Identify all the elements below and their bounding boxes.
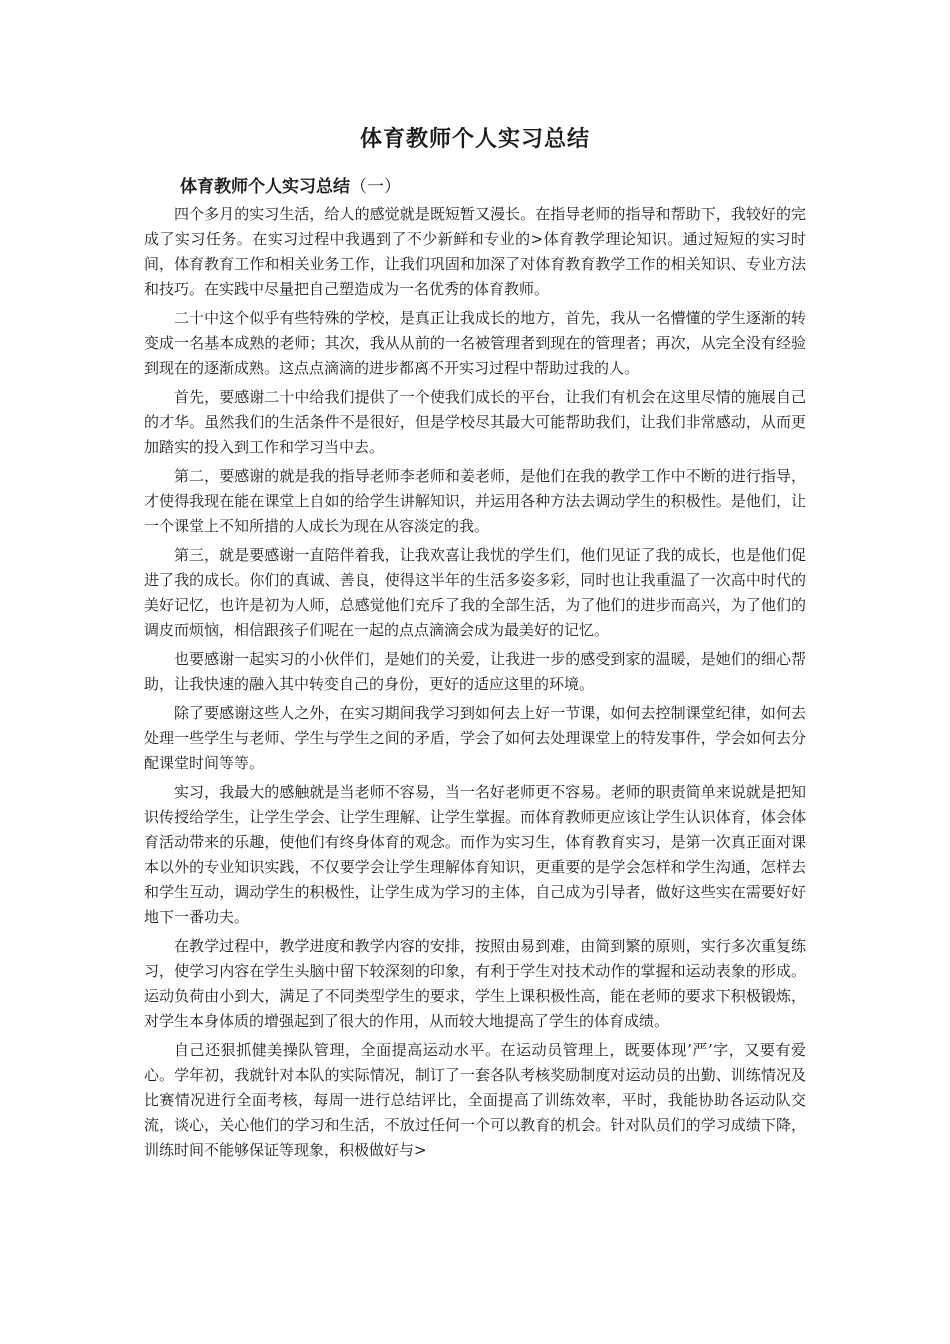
paragraph-2: 二十中这个似乎有些特殊的学校，是真正让我成长的地方，首先，我从一名懵懂的学生逐渐的转变成一名基本成熟的老师；其次，我从从前的一名被管理者到现在的管理者；再次，从完全没有经验到现在的逐渐成熟。这点点滴滴的进步都离不开实习过程中帮助过我的人。 — [144, 309, 806, 377]
paragraph-8: 实习，我最大的感触就是当老师不容易，当一名好老师更不容易。老师的职责简单来说就是把知识传授给学生，让学生学会、让学生理解、让学生掌握。而体育教师更应该让学生认识体育，体会体育活动带来的乐趣，使他们有终身体育的观念。而作为实习生，体育教育实习，是第一次真正面对课本以外的专业知识实践，不仅要学会让学生理解体育知识，更重要的是学会怎样和学生沟通，怎样去和学生互动，调动学生的积极性，让学生成为学习的主体，自己成为引导者，做好这些实在需要好好地下一番功夫。 — [144, 783, 806, 926]
paragraph-6: 也要感谢一起实习的小伙伴们，是她们的关爱，让我进一步的感受到家的温暖，是她们的细心帮助，让我快速的融入其中转变自己的身份，更好的适应这里的环境。 — [144, 650, 806, 693]
paragraph-1: 四个多月的实习生活，给人的感觉就是既短暂又漫长。在指导老师的指导和帮助下，我较好的完成了实习任务。在实习过程中我遇到了不少新鲜和专业的>体育教学理论知识。通过短短的实习时间，体育教育工作和相关业务工作，让我们巩固和加深了对体育教育教学工作的相关知识、专业方法和技巧。在实践中尽量把自己塑造成为一名优秀的体育教师。 — [144, 205, 806, 298]
page-title: 体育教师个人实习总结 — [359, 127, 590, 152]
paragraph-9: 在教学过程中，教学进度和教学内容的安排，按照由易到难，由简到繁的原则，实行多次重复练习，使学习内容在学生头脑中留下较深刻的印象，有利于学生对技术动作的掌握和运动表象的形成。运动负荷由小到大，满足了不同类型学生的要求，学生上课积极性高，能在老师的要求下积极锻炼，对学生本身体质的增强起到了很大的作用，从而较大地提高了学生的体育成绩。 — [144, 937, 806, 1030]
section-heading — [180, 174, 806, 200]
paragraph-4: 第二，要感谢的就是我的指导老师李老师和姜老师，是他们在我的教学工作中不断的进行指导，才使得我现在能在课堂上自如的给学生讲解知识，并运用各种方法去调动学生的积极性。是他们，让一个课堂上不知所措的人成长为现在从容淡定的我。 — [144, 467, 806, 535]
section-heading-text: 体育教师个人实习总结 — [180, 177, 350, 197]
paragraph-7: 除了要感谢这些人之外，在实习期间我学习到如何去上好一节课，如何去控制课堂纪律，如何去处理一些学生与老师、学生与学生之间的矛盾，学会了如何去处理课堂上的特发事件，学会如何去分配课堂时间等等。 — [144, 704, 806, 772]
paragraph-5: 第三，就是要感谢一直陪伴着我，让我欢喜让我忧的学生们，他们见证了我的成长，也是他们促进了我的成长。你们的真诚、善良，使得这半年的生活多姿多彩，同时也让我重温了一次高中时代的美好记忆，也许是初为人师，总感觉他们充斥了我的全部生活，为了他们的进步而高兴，为了他们的调皮而烦恼，相信跟孩子们呢在一起的点点滴滴会成为最美好的记忆。 — [144, 546, 806, 639]
section-heading-suffix: （一） — [350, 177, 401, 197]
paragraph-10: 自己还狠抓健美操队管理，全面提高运动水平。在运动员管理上，既要体现’严’字，又要有爱心。学年初，我就针对本队的实际情况，制订了一套各队考核奖励制度对运动员的出勤、训练情况及比赛情况进行全面考核，每周一进行总结评比，全面提高了训练效率，平时，我能协助各运动队交流，谈心，关心他们的学习和生活，不放过任何一个可以教育的机会。针对队员们的学习成绩下降，训练时间不能够保证等现象，积极做好与> — [144, 1041, 806, 1159]
paragraph-3: 首先，要感谢二十中给我们提供了一个使我们成长的平台，让我们有机会在这里尽情的施展自己的才华。虽然我们的生活条件不是很好，但是学校尽其最大可能帮助我们，让我们非常感动，从而更加踏实的投入到工作和学习当中去。 — [144, 388, 806, 456]
document-body — [144, 174, 806, 1167]
